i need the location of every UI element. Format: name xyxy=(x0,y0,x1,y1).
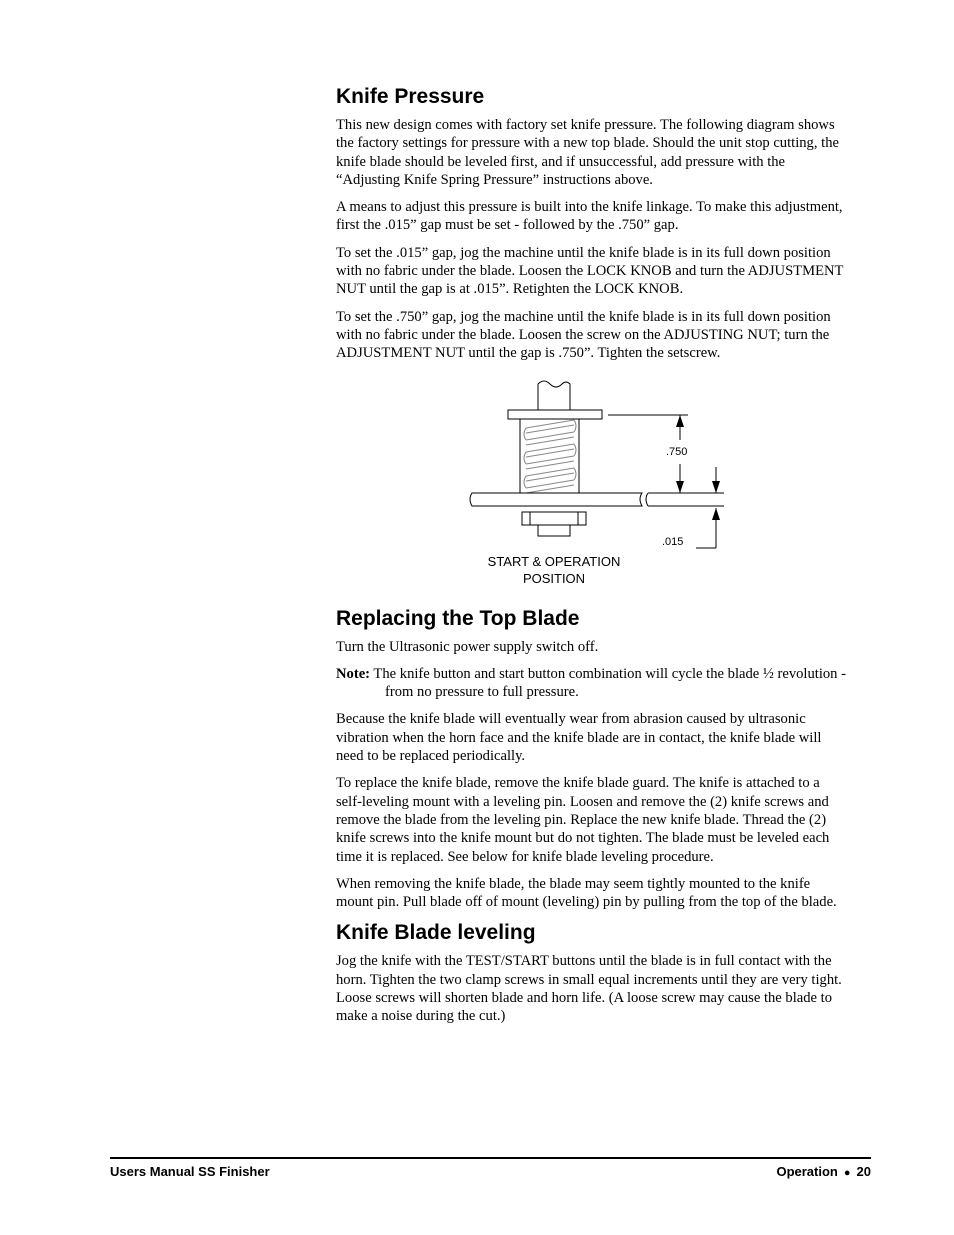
dim-015-label: .015 xyxy=(662,535,684,548)
paragraph: To set the .750” gap, jog the machine until the knife blade is in its full down position with no fabric under the blade. Loosen the screw on the ADJUSTING NUT; turn the ADJUSTMENT NUT until the gap is .750”. Tighten the setscrew. xyxy=(336,308,831,362)
paragraph: To replace the knife blade, remove the knife blade guard. The knife is attached to a self-leveling mount with a leveling pin. Loosen and remove the (2) knife screws and remove the blade from the leveling pin. Replace the new knife blade. Thread the (2) knife screws into the knife mount but do not tighten. The blade must be leveled each time it is replaced. See below for knife blade leveling procedure. xyxy=(336,775,830,865)
heading-replacing-top-blade: Replacing the Top Blade xyxy=(336,606,580,630)
caption-line: POSITION xyxy=(522,570,586,586)
plate xyxy=(470,493,642,506)
heading-knife-blade-leveling: Knife Blade leveling xyxy=(336,921,536,945)
page-number: 20 xyxy=(856,1164,871,1179)
bullet-icon: ● xyxy=(843,1167,851,1179)
paragraph: This new design comes with factory set knife pressure. The following diagram shows the factory settings for pressure with a new top blade. Should the unit stop cutting, the knife blade should be leveled first, and if unsuccessful, add pressure with the “Adjusting Knife Spring Pressure” instructions above. xyxy=(336,117,839,188)
knife-pressure-diagram xyxy=(336,372,848,598)
paragraph: When removing the knife blade, the blade may seem tightly mounted to the knife mount pin. Pull blade off of mount (leveling) pin by pulling from the top of the blade. xyxy=(336,875,837,911)
dim-750-label: .750 xyxy=(666,445,688,458)
footer-title: Users Manual SS Finisher xyxy=(110,1164,270,1179)
note-text: The knife button and start button combination will cycle the blade ½ revolution - from no pressure to full pressure. xyxy=(370,665,846,701)
shaft xyxy=(538,381,570,410)
page-content xyxy=(336,84,848,1035)
caption-line: START & OPERATION xyxy=(487,553,621,569)
paragraph: To set the .015” gap, jog the machine until the knife blade is in its full down position with no fabric under the blade. Loosen the LOCK KNOB and turn the ADJUSTMENT NUT until the gap is at .015”. Retighten the LOCK KNOB. xyxy=(336,244,844,298)
page-footer xyxy=(110,1157,871,1179)
diagram-caption xyxy=(466,553,642,587)
paragraph: Turn the Ultrasonic power supply switch off. xyxy=(336,638,599,655)
heading-knife-pressure: Knife Pressure xyxy=(336,85,485,108)
footer-page-info xyxy=(776,1164,871,1179)
top-washer xyxy=(508,410,602,419)
note xyxy=(336,665,848,702)
paragraph: Because the knife blade will eventually wear from abrasion caused by ultrasonic vibration when the horn face and the knife blade are in contact, the knife blade will need to be replaced periodically. xyxy=(336,711,822,765)
lower-nut xyxy=(522,512,586,525)
paragraph: A means to adjust this pressure is built into the knife linkage. To make this adjustment, first the .015” gap must be set - followed by the .750” gap. xyxy=(336,199,843,234)
paragraph: Jog the knife with the TEST/START buttons until the blade is in full contact with the horn. Tighten the two clamp screws in small equal increments until they are very tight. Loose screws will shorten blade and horn life. (A loose screw may cause the blade to make a noise during the cut.) xyxy=(336,953,842,1025)
right-bar xyxy=(648,493,724,506)
note-label: Note: xyxy=(336,665,371,682)
footer-section: Operation xyxy=(776,1164,838,1179)
